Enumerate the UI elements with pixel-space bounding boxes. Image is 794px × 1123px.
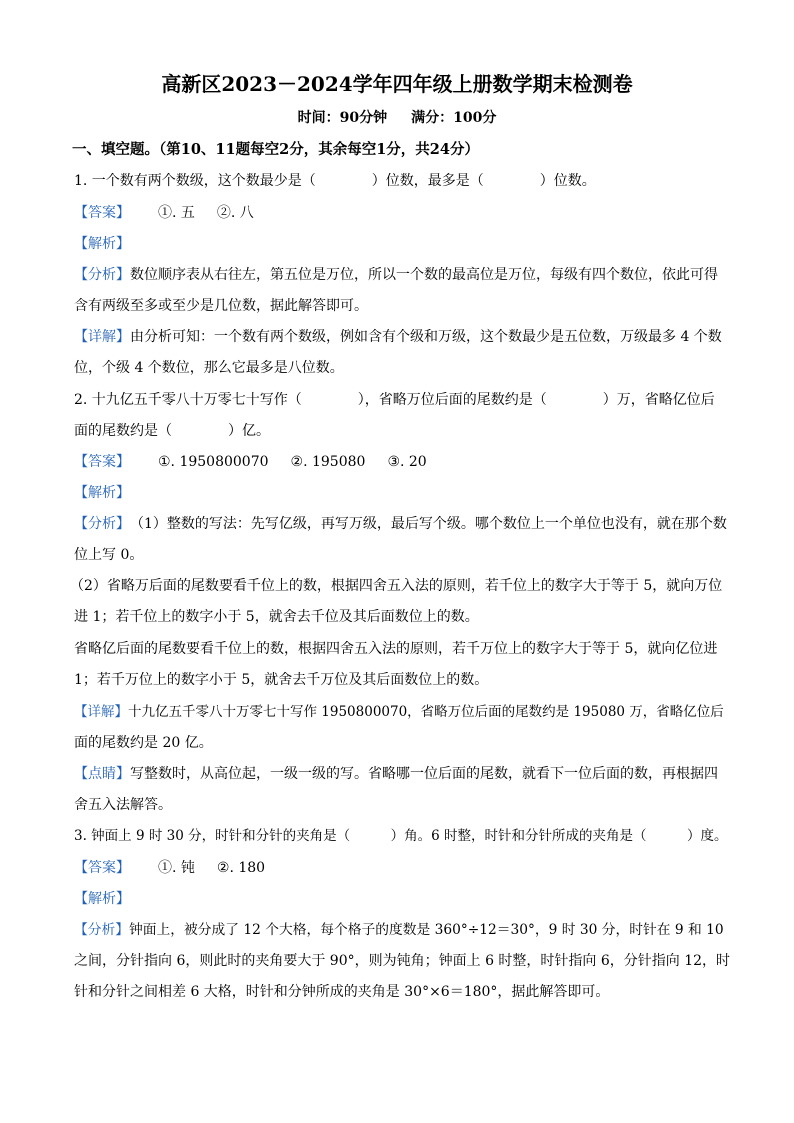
q1-analysis-head [74, 234, 730, 254]
answer-tag: 【答案】 [74, 860, 130, 876]
section-heading: 一、填空题。（第10、11题每空2分，其余每空1分，共24分） [72, 141, 479, 158]
q2-analysis-line-1 [74, 514, 730, 534]
tip-tag: 【点睛】 [74, 766, 130, 782]
q1-answer-row [74, 203, 730, 223]
q1-answer-2: ②. 八 [216, 205, 254, 221]
detail-tag: 【详解】 [74, 329, 130, 345]
time-label: 时间：90分钟 [297, 110, 388, 126]
q2-tip-text-1: 写整数时，从高位起，一级一级的写。省略哪一位后面的尾数，就看下一位后面的数，再根据四 [130, 766, 718, 782]
q2-tip-line-2: 舍五入法解答。 [74, 797, 172, 813]
q2-analysis-line-2: 位上写 0。 [74, 547, 144, 563]
q1-answer-1: ①. 五 [158, 205, 195, 221]
q3-analysis-line-1 [74, 920, 730, 940]
q2-answer-3: ③. 20 [387, 454, 427, 470]
q2-stem-line-2: 面的尾数约是（ ）亿。 [74, 423, 270, 439]
analysis-tag: 【分析】 [74, 267, 130, 283]
answer-tag: 【答案】 [74, 454, 130, 470]
q3-analysis-text-1: 钟面上，被分成了 12 个大格，每个格子的度数是 360°÷12＝30°，9 时 30 分，时针在 9 和 10 [129, 922, 724, 938]
q1-analysis-text-1: 数位顺序表从右往左，第五位是万位，所以一个数的最高位是万位，每级有四个数位，依此可得 [130, 267, 718, 283]
q3-answer-row [74, 858, 730, 878]
page-title: 高新区2023－2024学年四年级上册数学期末检测卷 [161, 72, 633, 96]
q1-detail-line-2: 位，个级 4 个数位，那么它最多是八位数。 [74, 360, 344, 376]
q1-detail-line-1 [74, 327, 730, 347]
q2-detail-line-2: 面的尾数约是 20 亿。 [74, 735, 213, 751]
answer-tag: 【答案】 [74, 205, 130, 221]
q3-analysis-head [74, 889, 730, 909]
q2-answer-1: ①. 1950800070 [158, 454, 269, 470]
q3-answer-1: ①. 钝 [158, 860, 195, 876]
q1-detail-text-1: 由分析可知：一个数有两个数级，例如含有个级和万级，这个数最少是五位数，万级最多 4 个数 [130, 329, 722, 345]
q2-analysis-line-3: （2）省略万后面的尾数要看千位上的数，根据四舍五入法的原则，若千位上的数字大于等于 5，就向万位 [70, 578, 723, 594]
analysis-head-tag: 【解析】 [74, 485, 130, 501]
analysis-head-tag: 【解析】 [74, 891, 130, 907]
q2-analysis-line-5: 省略亿后面的尾数要看千位上的数，根据四舍五入法的原则，若千万位上的数字大于等于 5，就向亿位进 [74, 641, 718, 657]
q2-detail-line-1 [74, 702, 730, 722]
q3-analysis-line-2: 之间，分针指向 6，则此时的夹角要大于 90°，则为钝角；钟面上 6 时整，时针指向 6，分针指向 12，时 [74, 953, 731, 969]
detail-tag: 【详解】 [74, 704, 128, 720]
analysis-tag: 【分析】 [74, 922, 130, 938]
q1-stem: 1. 一个数有两个数级，这个数最少是（ ）位数，最多是（ ）位数。 [74, 173, 596, 189]
analysis-tag: 【分析】 [74, 516, 130, 532]
q2-stem-line-1: 2. 十九亿五千零八十万零七十写作（ ），省略万位后面的尾数约是（ ）万，省略亿位后 [74, 392, 715, 408]
q1-analysis-line-1 [74, 265, 730, 285]
q2-analysis-line-6: 1；若千万位上的数字小于 5，就舍去千万位及其后面数位上的数。 [74, 672, 489, 688]
q2-tip-line-1 [74, 764, 730, 784]
q2-detail-text-1: 十九亿五千零八十万零七十写作 1950800070，省略万位后面的尾数约是 195080 万，省略亿位后 [128, 704, 724, 720]
q2-analysis-line-4: 进 1；若千位上的数字小于 5，就舍去千位及其后面数位上的数。 [74, 609, 479, 625]
analysis-head-tag: 【解析】 [74, 236, 130, 252]
q1-analysis-line-2: 含有两级至多或至少是几位数，据此解答即可。 [74, 298, 368, 314]
q2-analysis-text-1: （1）整数的写法：先写亿级，再写万级，最后写个级。哪个数位上一个单位也没有，就在那个数 [130, 516, 727, 532]
exam-info [0, 107, 794, 127]
q3-analysis-line-3: 针和分针之间相差 6 大格，时针和分钟所成的夹角是 30°×6＝180°，据此解答即可。 [74, 984, 610, 1000]
q2-answer-row [74, 452, 730, 472]
q2-analysis-head [74, 483, 730, 503]
q3-stem: 3. 钟面上 9 时 30 分，时针和分针的夹角是（ ）角。6 时整，时针和分针所成的夹角是（ ）度。 [74, 828, 728, 844]
q2-answer-2: ②. 195080 [290, 454, 366, 470]
score-label: 满分：100分 [411, 110, 497, 126]
q3-answer-2: ②. 180 [216, 860, 266, 876]
